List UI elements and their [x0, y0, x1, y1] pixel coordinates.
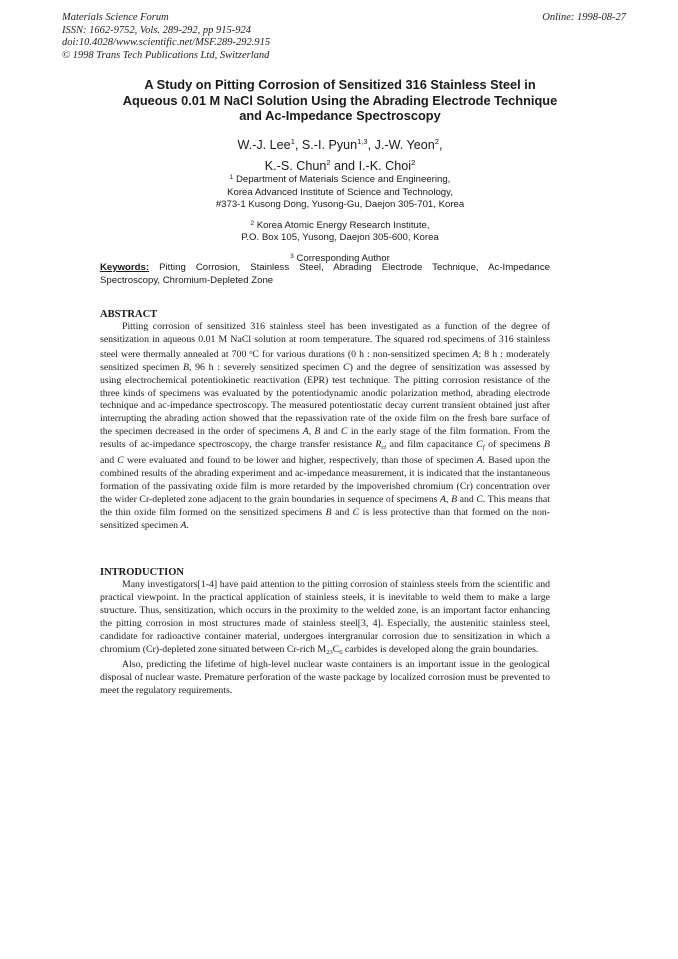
- author-name: W.-J. Lee: [237, 138, 291, 152]
- affiliation-1-line-1: [100, 172, 580, 187]
- journal-header: [62, 12, 270, 62]
- title-line-3: and Ac-Impedance Spectroscopy: [239, 108, 441, 124]
- author-name: I.-K. Choi: [358, 159, 412, 173]
- doi-line: doi:10.4028/www.scientific.net/MSF.289-292.915: [62, 37, 271, 49]
- keywords-label: Keywords:: [100, 262, 150, 273]
- affil-text: Department of Materials Science and Engineering,: [235, 174, 451, 185]
- paper-title: [80, 77, 600, 124]
- keywords: [100, 262, 550, 288]
- introduction-section: [100, 566, 550, 698]
- abstract-paragraph: Pitting corrosion of sensitized 316 stainless steel has been investigated as a function of the degree of sensitization in aqueous 0.01 M NaCl solution at room temperature. The squared rod specimens of 316 stainless steel were thermally annealed at 700 $^o$C for various durations (0 h : non-sensitized specimen A; 8 h : moderately sensitized specimen B, 96 h : severely sensitized specimen C) and the degree of sensitization was assessed by using electrochemical potentiokinetic reactivation (EPR) test technique. The pitting corrosion resistance of the three kinds of specimens was evaluated by the potentiodynamic anodic polarization method, abrading electrode technique and ac-impedance spectroscopy. The measured potentiostatic decay current transient obtained just after interrupting the abrading action showed that the repassivation rate of the oxide film on the fresh bare surface of the specimen decreased in the order of specimens A, B and C in the early stage of the film formation. From the results of ac-impedance spectroscopy, the charge transfer resistance $R_{ct}$ and film capacitance $C_f$ of specimens B and C were evaluated and found to be lower and higher, respectively, than those of specimen A. Based upon the combined results of the abrading experiment and ac-impedance measurement, it is indicated that the instantaneous formation of the passivating oxide film is more retarded by the impoverished chromium (Cr) concentration over the wider Cr-depleted zone adjacent to the grain boundaries in sequence of specimens A, B and C. This means that the thin oxide film formed on the sensitized specimens B and C is less protective than that formed on the non-sensitized specimen A.: [100, 321, 551, 531]
- author-affil-sup: 1: [290, 137, 295, 146]
- affiliation-2-line-2: P.O. Box 105, Yusong, Daejon 305-600, Korea: [241, 232, 439, 244]
- title-line-1: A Study on Pitting Corrosion of Sensitized 316 Stainless Steel in: [144, 77, 536, 92]
- author-name: J.-W. Yeon: [374, 138, 435, 152]
- author-affil-sup: 1,3: [357, 137, 368, 146]
- keywords-text: Pitting Corrosion, Stainless Steel, Abrading Electrode Technique, Ac-Impedance Spectroscopy, Chromium-Depleted Zone: [100, 262, 550, 286]
- introduction-paragraph-1: Many investigators[1-4] have paid attention to the pitting corrosion of stainless steels from the scientific and practical viewpoint. In the practical application of stainless steels, it is inevitable to weld them to make a large structure. Thus, sensitization, which occurs in the proximity to the welded zone, is an important factor enhancing the pitting corrosion in most structures made of stainless steel[3, 4]. Especially, the austenitic stainless steel, candidate for radioactive container material, undergoes intergranular corrosion due to sensitization in which a chromium (Cr)-depleted zone situated between Cr-rich $M_{23}C_6$ carbides is developed along the grain boundaries.: [100, 579, 550, 656]
- abstract-section: [100, 308, 550, 533]
- affiliations: [100, 172, 580, 266]
- issn-line: ISSN: 1662-9752, Vols. 289-292, pp 915-924: [62, 24, 251, 36]
- author-affil-sup: 2: [434, 137, 439, 146]
- affiliation-1-line-2: Korea Advanced Institute of Science and Technology,: [227, 186, 453, 198]
- affiliation-1-line-3: #373-1 Kusong Dong, Yusong-Gu, Daejon 305-701, Korea: [215, 199, 465, 211]
- affil-sup: 2: [250, 219, 255, 227]
- introduction-heading: INTRODUCTION: [100, 567, 185, 578]
- online-date: Online: 1998-08-27: [542, 12, 626, 23]
- author-name: K.-S. Chun: [264, 159, 327, 173]
- title-line-2: Aqueous 0.01 M NaCl Solution Using the Abrading Electrode Technique: [122, 92, 558, 108]
- author-affil-sup: 2: [411, 158, 416, 167]
- abstract-heading: ABSTRACT: [100, 309, 158, 320]
- author-affil-sup: 2: [326, 158, 331, 167]
- author-line-1: W.-J. Lee$^1$, S.-I. Pyun$^{1,3}$, J.-W. Yeon$^2$,: [237, 137, 443, 152]
- author-and: and: [334, 159, 356, 173]
- affiliation-2-line-1: [100, 218, 580, 233]
- author-name: S.-I. Pyun: [301, 138, 358, 152]
- affil-text: Korea Atomic Energy Research Institute,: [256, 219, 430, 231]
- copyright-line: © 1998 Trans Tech Publications Ltd, Switzerland: [62, 49, 270, 61]
- affil-sup: 3: [290, 252, 294, 260]
- author-list: [100, 133, 580, 175]
- affil-text: Corresponding Author: [296, 252, 390, 264]
- introduction-paragraph-2: Also, predicting the lifetime of high-level nuclear waste containers is an important issue in the geological disposal of nuclear waste. Premature perforation of the waste package by localized corrosion must be prevented to meet the regulatory requirements.: [100, 659, 550, 697]
- affil-sup: 1: [229, 174, 234, 181]
- journal-name: Materials Science Forum: [62, 12, 169, 23]
